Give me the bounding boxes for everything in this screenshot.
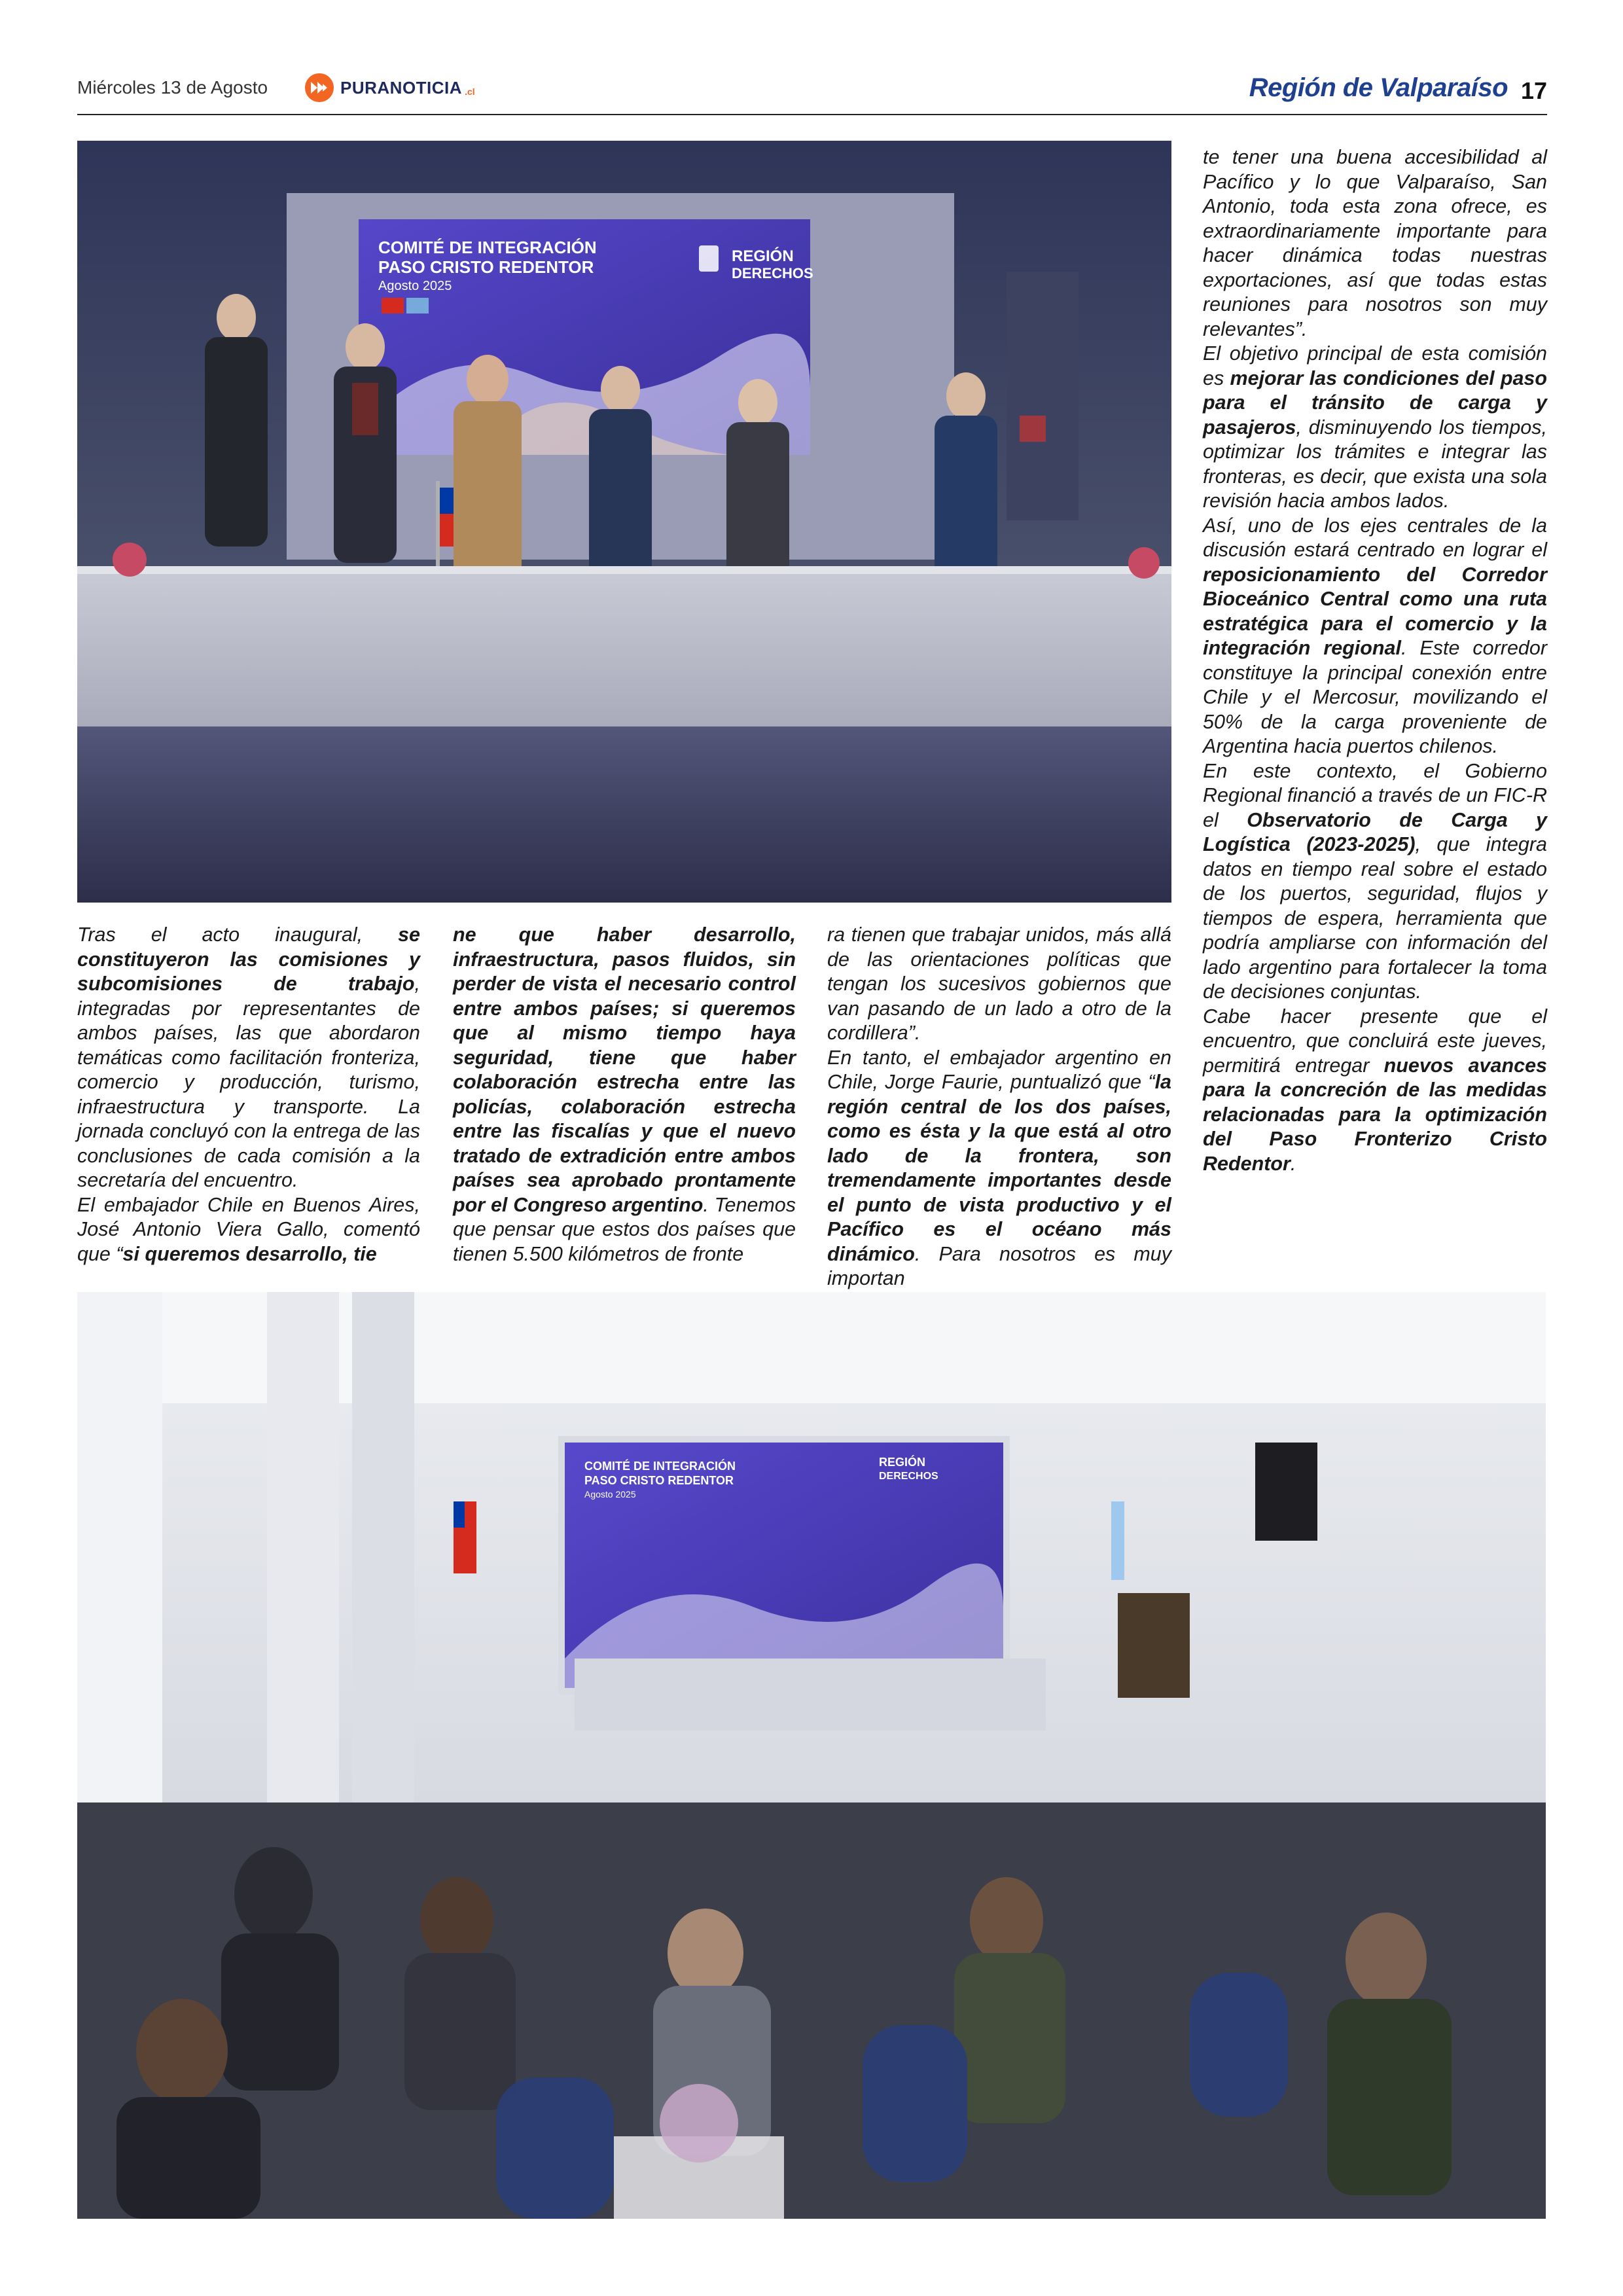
bold-text-run: si queremos desarrollo, tie [122,1242,377,1265]
screen-title-line2: PASO CRISTO REDENTOR [584,1474,734,1487]
article-paragraph [453,923,796,1266]
screen-date: Agosto 2025 [584,1489,636,1499]
article-column-4 [1203,145,1547,1176]
audience [77,1803,1546,2219]
text-run: , que integra datos en tiempo real sobre el estado de los puertos, seguridad, flujos y tiempos de espera, herramienta que podría ampliarse con información del lado argentino para fortalecer la toma de decisiones conjuntas. [1203,833,1547,1003]
chair [496,2077,614,2219]
flower-centerpiece [660,2084,738,2162]
play-arrows-icon [305,73,334,102]
text-run: . Tenemos que pensar que estos dos países que tienen 5.500 kilómetros de fronte [453,1193,796,1265]
screen-date: Agosto 2025 [378,279,452,293]
brand-name: PURANOTICIA [340,77,463,98]
photo-conference-audience [77,1292,1546,2219]
screen-title-line1: COMITÉ DE INTEGRACIÓN [378,238,597,257]
head-table [77,566,1171,726]
article-column-1 [77,923,420,1266]
article-column-3 [827,923,1171,1291]
text-run: En este contexto, el Gobierno Regional financió a través de un FIC-R el [1203,759,1547,831]
head-table [575,1659,1046,1731]
chair [1190,1973,1288,2117]
screen-logo-line1: REGIÓN [879,1456,926,1469]
section-title: Región de Valparaíso [1249,73,1508,102]
loudspeaker [1255,1443,1317,1541]
photo-officials-standing [77,141,1171,903]
article-column-2 [453,923,796,1266]
article-paragraph [1203,145,1547,342]
argentina-flag-mini [406,298,429,314]
text-run: Así, uno de los ejes centrales de la discusión estará centrado en lograr el [1203,514,1547,561]
text-run: Tras el acto inaugural, [77,924,399,946]
article-paragraph [827,923,1171,1046]
article-paragraph [77,923,420,1193]
chair [863,2025,967,2182]
screen-logo-line2: DERECHOS [879,1471,938,1482]
regional-emblem [699,245,719,272]
screen-title-line1: COMITÉ DE INTEGRACIÓN [584,1460,736,1473]
text-run: ra tienen que trabajar unidos, más allá de las orientaciones políticas que tengan los sucesivos gobiernos que van pasando de un lado a otro de la cordillera”. [827,924,1171,1044]
bold-text-run: se constituyeron las comisiones y subcomisiones de trabajo [77,924,420,995]
bold-text-run: mejorar las condiciones del paso para el tránsito de carga y pasajeros [1203,367,1548,439]
article-paragraph [1203,342,1547,514]
chile-flag-mini [382,298,404,314]
text-run: te tener una buena accesibilidad al Pacífico y lo que Valparaíso, San Antonio, toda esta zona ofrece, es extraordinariamente importante para hacer dinámica todas nuestras exportaciones, así que todas estas reuniones para nosotros son muy relevantes”. [1203,146,1547,340]
article-paragraph [1203,759,1547,1005]
screen-logo-line2: DERECHOS [732,265,813,281]
podium [1118,1593,1190,1698]
text-run: . Para nosotros es muy importan [827,1242,1171,1289]
text-run: . [1290,1152,1296,1175]
page-number: 17 [1520,77,1547,104]
text-run: , disminuyendo los tiempos, optimizar los trámites e integrar las fronteras, es decir, que exista una sola revisión hacia ambos lados. [1203,416,1547,512]
header-divider [77,114,1547,115]
bold-text-run: reposicionamiento del Corredor Bioceánico Central como una ruta estratégica para el comercio y la integración regional [1203,563,1547,659]
carpet-floor [77,726,1171,903]
article-paragraph [827,1046,1171,1291]
bold-text-run: la región central de los dos países, como es ésta y la que está al otro lado de la frontera, son tremendamente importantes desde el punto de vista productivo y el Pacífico es el océano más dinámico [827,1071,1171,1265]
text-run: En tanto, el embajador argentino en Chile, Jorge Faurie, puntualizó que “ [827,1046,1171,1093]
text-run: . Este corredor constituye la principal conexión entre Chile y el Mercosur, movilizando el 50% de la carga proveniente de Argentina hacia puertos chilenos. [1203,637,1547,757]
article-paragraph [77,1193,420,1267]
screen-title-line2: PASO CRISTO REDENTOR [378,257,594,277]
screen-logo-line1: REGIÓN [732,247,794,265]
text-run: El objetivo principal de esta comisión es [1203,342,1547,389]
bold-text-run: Observatorio de Carga y Logística (2023-2025) [1203,808,1547,855]
bold-text-run: ne que haber desarrollo, infraestructura, pasos fluidos, sin perder de vista el necesario control entre ambos países; si queremos que al mismo tiempo haya seguridad, tiene que haber colaboración estrecha entre las policías, colaboración estrecha entre las fiscalías y que el nuevo tratado de extradición entre ambos países sea aprobado prontamente por el Congreso argentino [453,924,796,1216]
bold-text-run: nuevos avances para la concreción de las medidas relacionadas para la optimización del Paso Fronterizo Cristo Redentor [1203,1054,1547,1175]
article-paragraph [1203,1005,1547,1177]
text-run: , integradas por representantes de ambos países, las que abordaron temáticas como facilitación fronteriza, comercio y producción, turismo, infraestructura y transporte. La jornada concluyó con la entrega de las conclusiones de cada comisión a la secretaría del encuentro. [77,973,420,1191]
issue-date: Miércoles 13 de Agosto [77,77,268,98]
brand-suffix: .cl [465,86,475,97]
article-paragraph [1203,514,1547,759]
publication-logo[interactable] [305,73,475,102]
text-run: El embajador Chile en Buenos Aires, José Antonio Viera Gallo, comentó que “ [77,1193,420,1265]
text-run: Cabe hacer presente que el encuentro, que concluirá este jueves, permitirá entregar [1203,1005,1547,1077]
